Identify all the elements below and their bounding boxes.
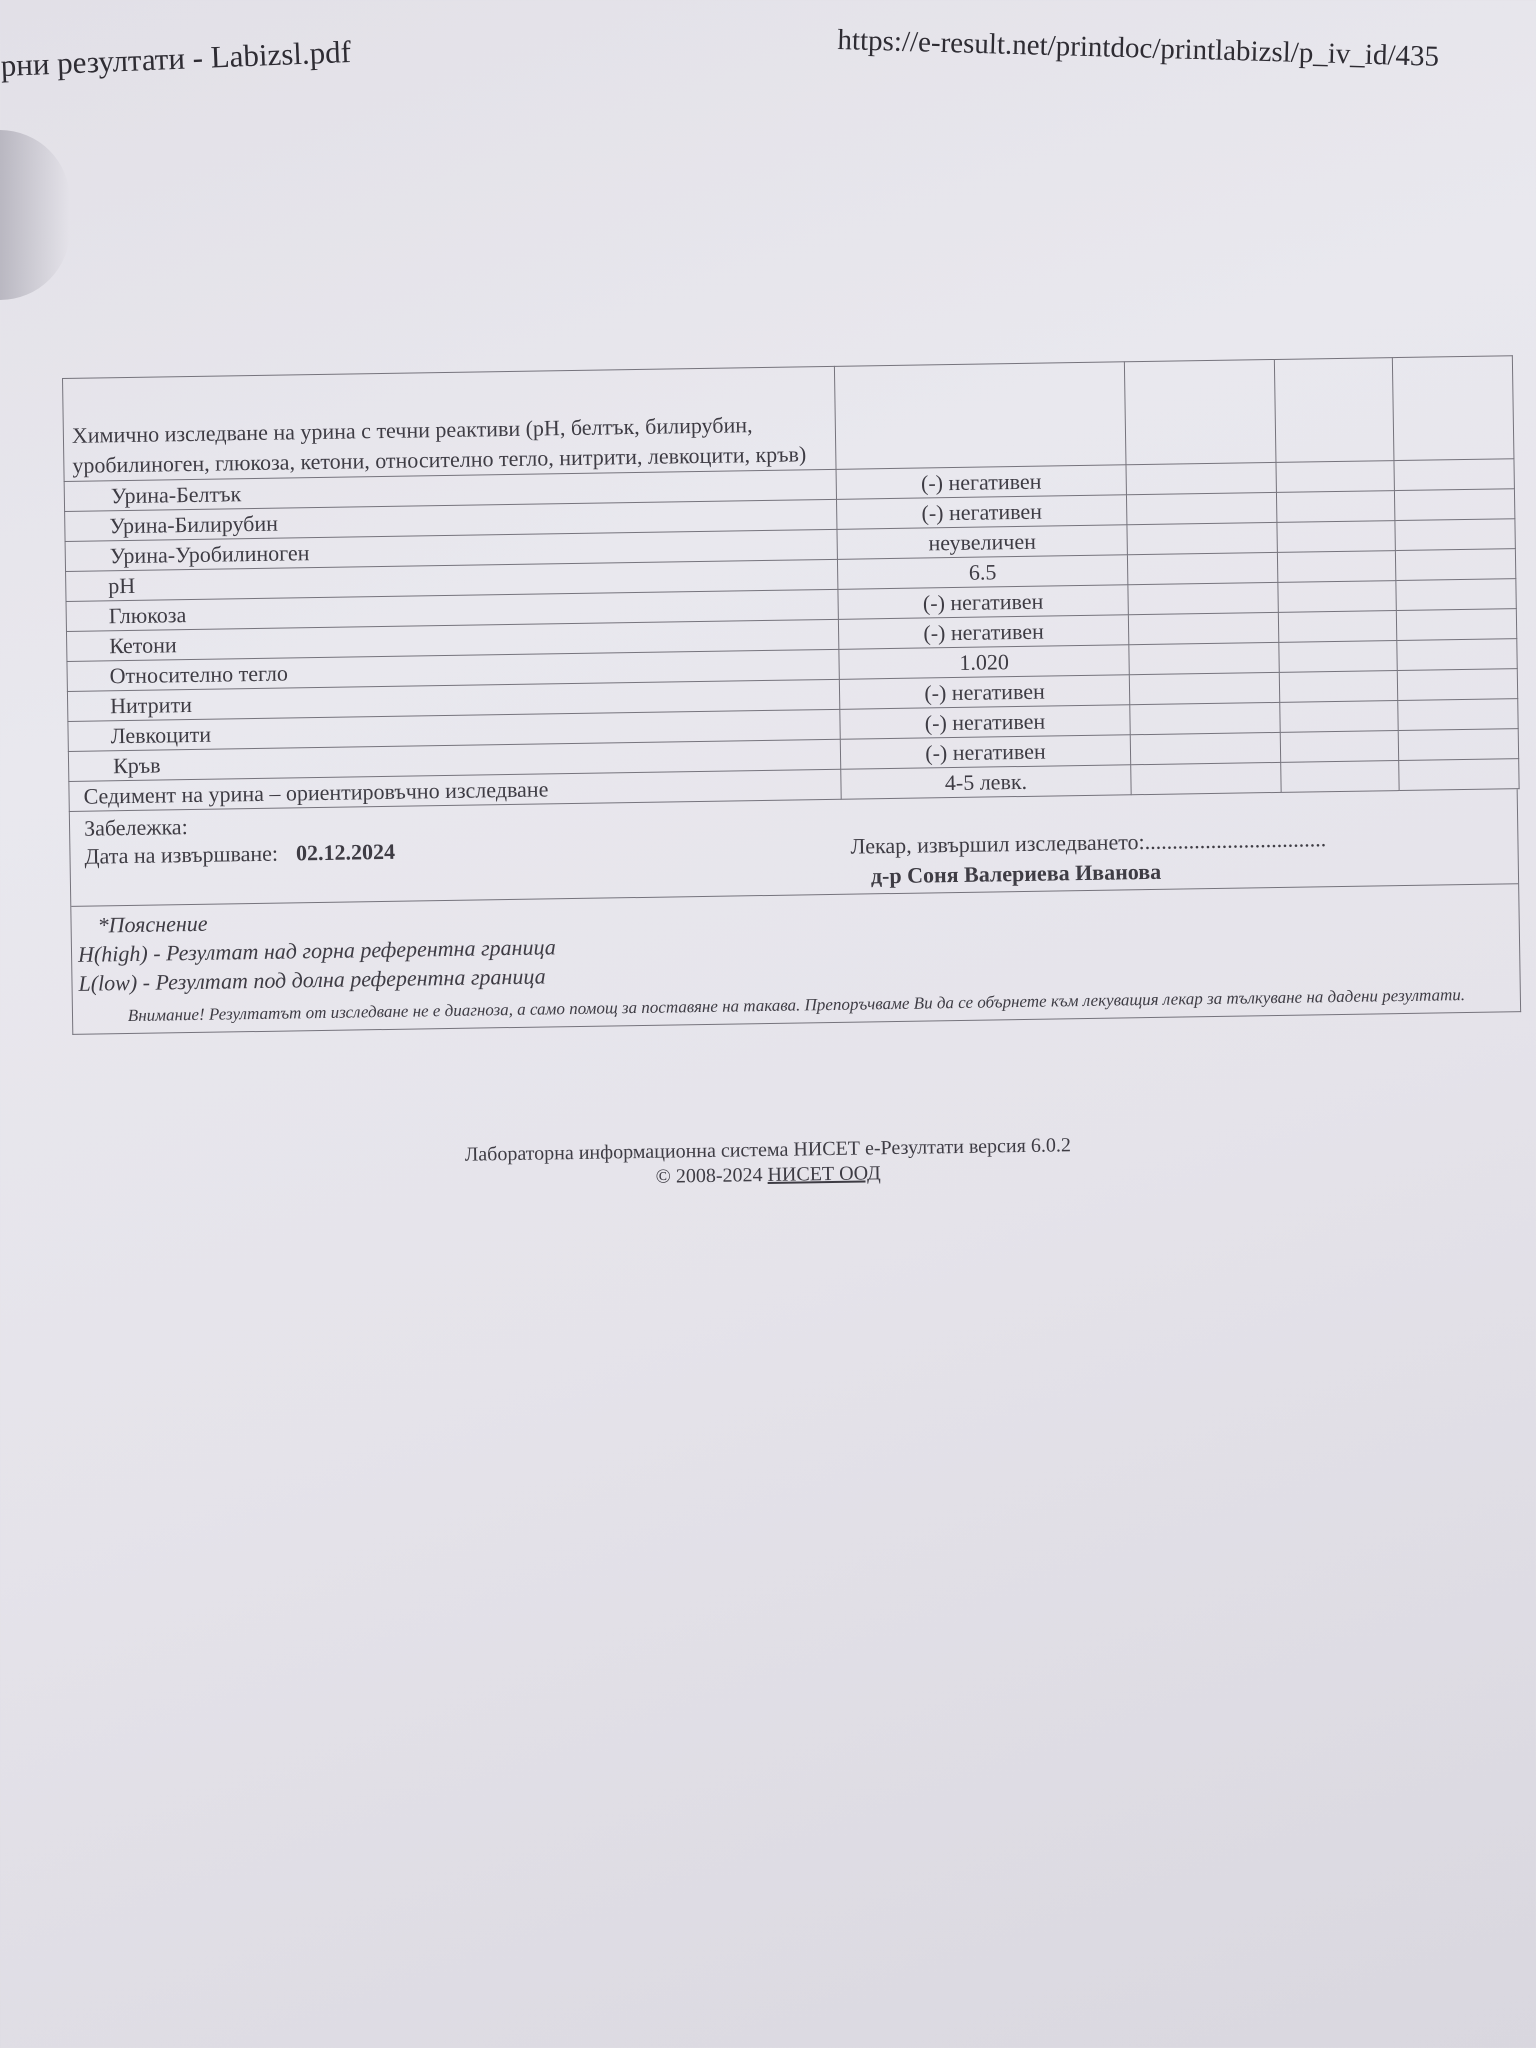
footer <box>0 1126 1536 1200</box>
test-value: неувеличен <box>837 525 1127 560</box>
test-name: Седимент на урина – ориентировъчно изследване <box>69 769 841 811</box>
test-name: pH <box>66 559 838 601</box>
print-header-title: рни резултати - Labizsl.pdf <box>0 33 352 83</box>
legend-title: *Пояснение <box>97 910 208 938</box>
test-name: Кетони <box>66 619 838 661</box>
execution-date <box>84 839 395 870</box>
test-name: Урина-Билирубин <box>65 499 837 541</box>
test-value: (-) негативен <box>838 585 1128 620</box>
date-value: 02.12.2024 <box>295 838 396 866</box>
date-label: Дата на извършване: <box>84 840 279 869</box>
test-value: 4-5 левк. <box>841 765 1131 800</box>
test-value: (-) негативен <box>840 735 1130 770</box>
test-value: (-) негативен <box>839 675 1129 710</box>
legend-low: L(low) - Резултат под долна референтна граница <box>78 963 546 996</box>
test-name: Урина-Уробилиноген <box>65 529 837 571</box>
test-name: Относително тегло <box>67 649 839 691</box>
test-name: Левкоцити <box>68 709 840 751</box>
paper-shadow <box>0 130 70 300</box>
company-name: НИСЕТ ООД <box>767 1162 881 1187</box>
test-value: (-) негативен <box>840 705 1130 740</box>
copyright-years: © 2008-2024 <box>655 1164 763 1188</box>
doctor-name: д-р Соня Валериева Иванова <box>870 858 1162 889</box>
test-name: Глюкоза <box>66 589 838 631</box>
results-sheet <box>62 355 1536 1035</box>
test-name: Урина-Белтък <box>64 469 836 511</box>
doctor-label: Лекар, извършил изследването:................................. <box>850 826 1327 859</box>
test-value: 6.5 <box>837 555 1127 590</box>
test-value: (-) негативен <box>838 615 1128 650</box>
legend-high: H(high) - Резултат над горна референтна граница <box>77 934 556 967</box>
test-value: (-) негативен <box>837 495 1127 530</box>
print-header-url: https://e-result.net/printdoc/printlabizsl/p_iv_id/435 <box>837 24 1440 73</box>
test-value: (-) негативен <box>836 465 1126 500</box>
legend-section <box>71 884 1520 1034</box>
notes-box <box>69 789 1521 1035</box>
test-value: 1.020 <box>839 645 1129 680</box>
test-name: Кръв <box>68 739 840 781</box>
disclaimer-text: Внимание! Резултатът от изследване не е диагноза, а само помощ за поставяне на такава. Препоръчваме Ви да се обърнете към лекуващия лекар за тълкуване на дадени резултати. <box>127 985 1466 1026</box>
test-name: Нитрити <box>67 679 839 721</box>
group-title: Химично изследване на урина с течни реактиви (pH, белтък, билирубин, уробилиноген, глюкоза, кетони, относително тегло, нитрити, левкоцити, кръв) <box>63 366 837 481</box>
footer-system: Лабораторна информационна система НИСЕТ е-Резултати версия 6.0.2 <box>464 1134 1072 1166</box>
results-table <box>62 355 1520 812</box>
remark-label: Забележка: <box>83 814 188 841</box>
